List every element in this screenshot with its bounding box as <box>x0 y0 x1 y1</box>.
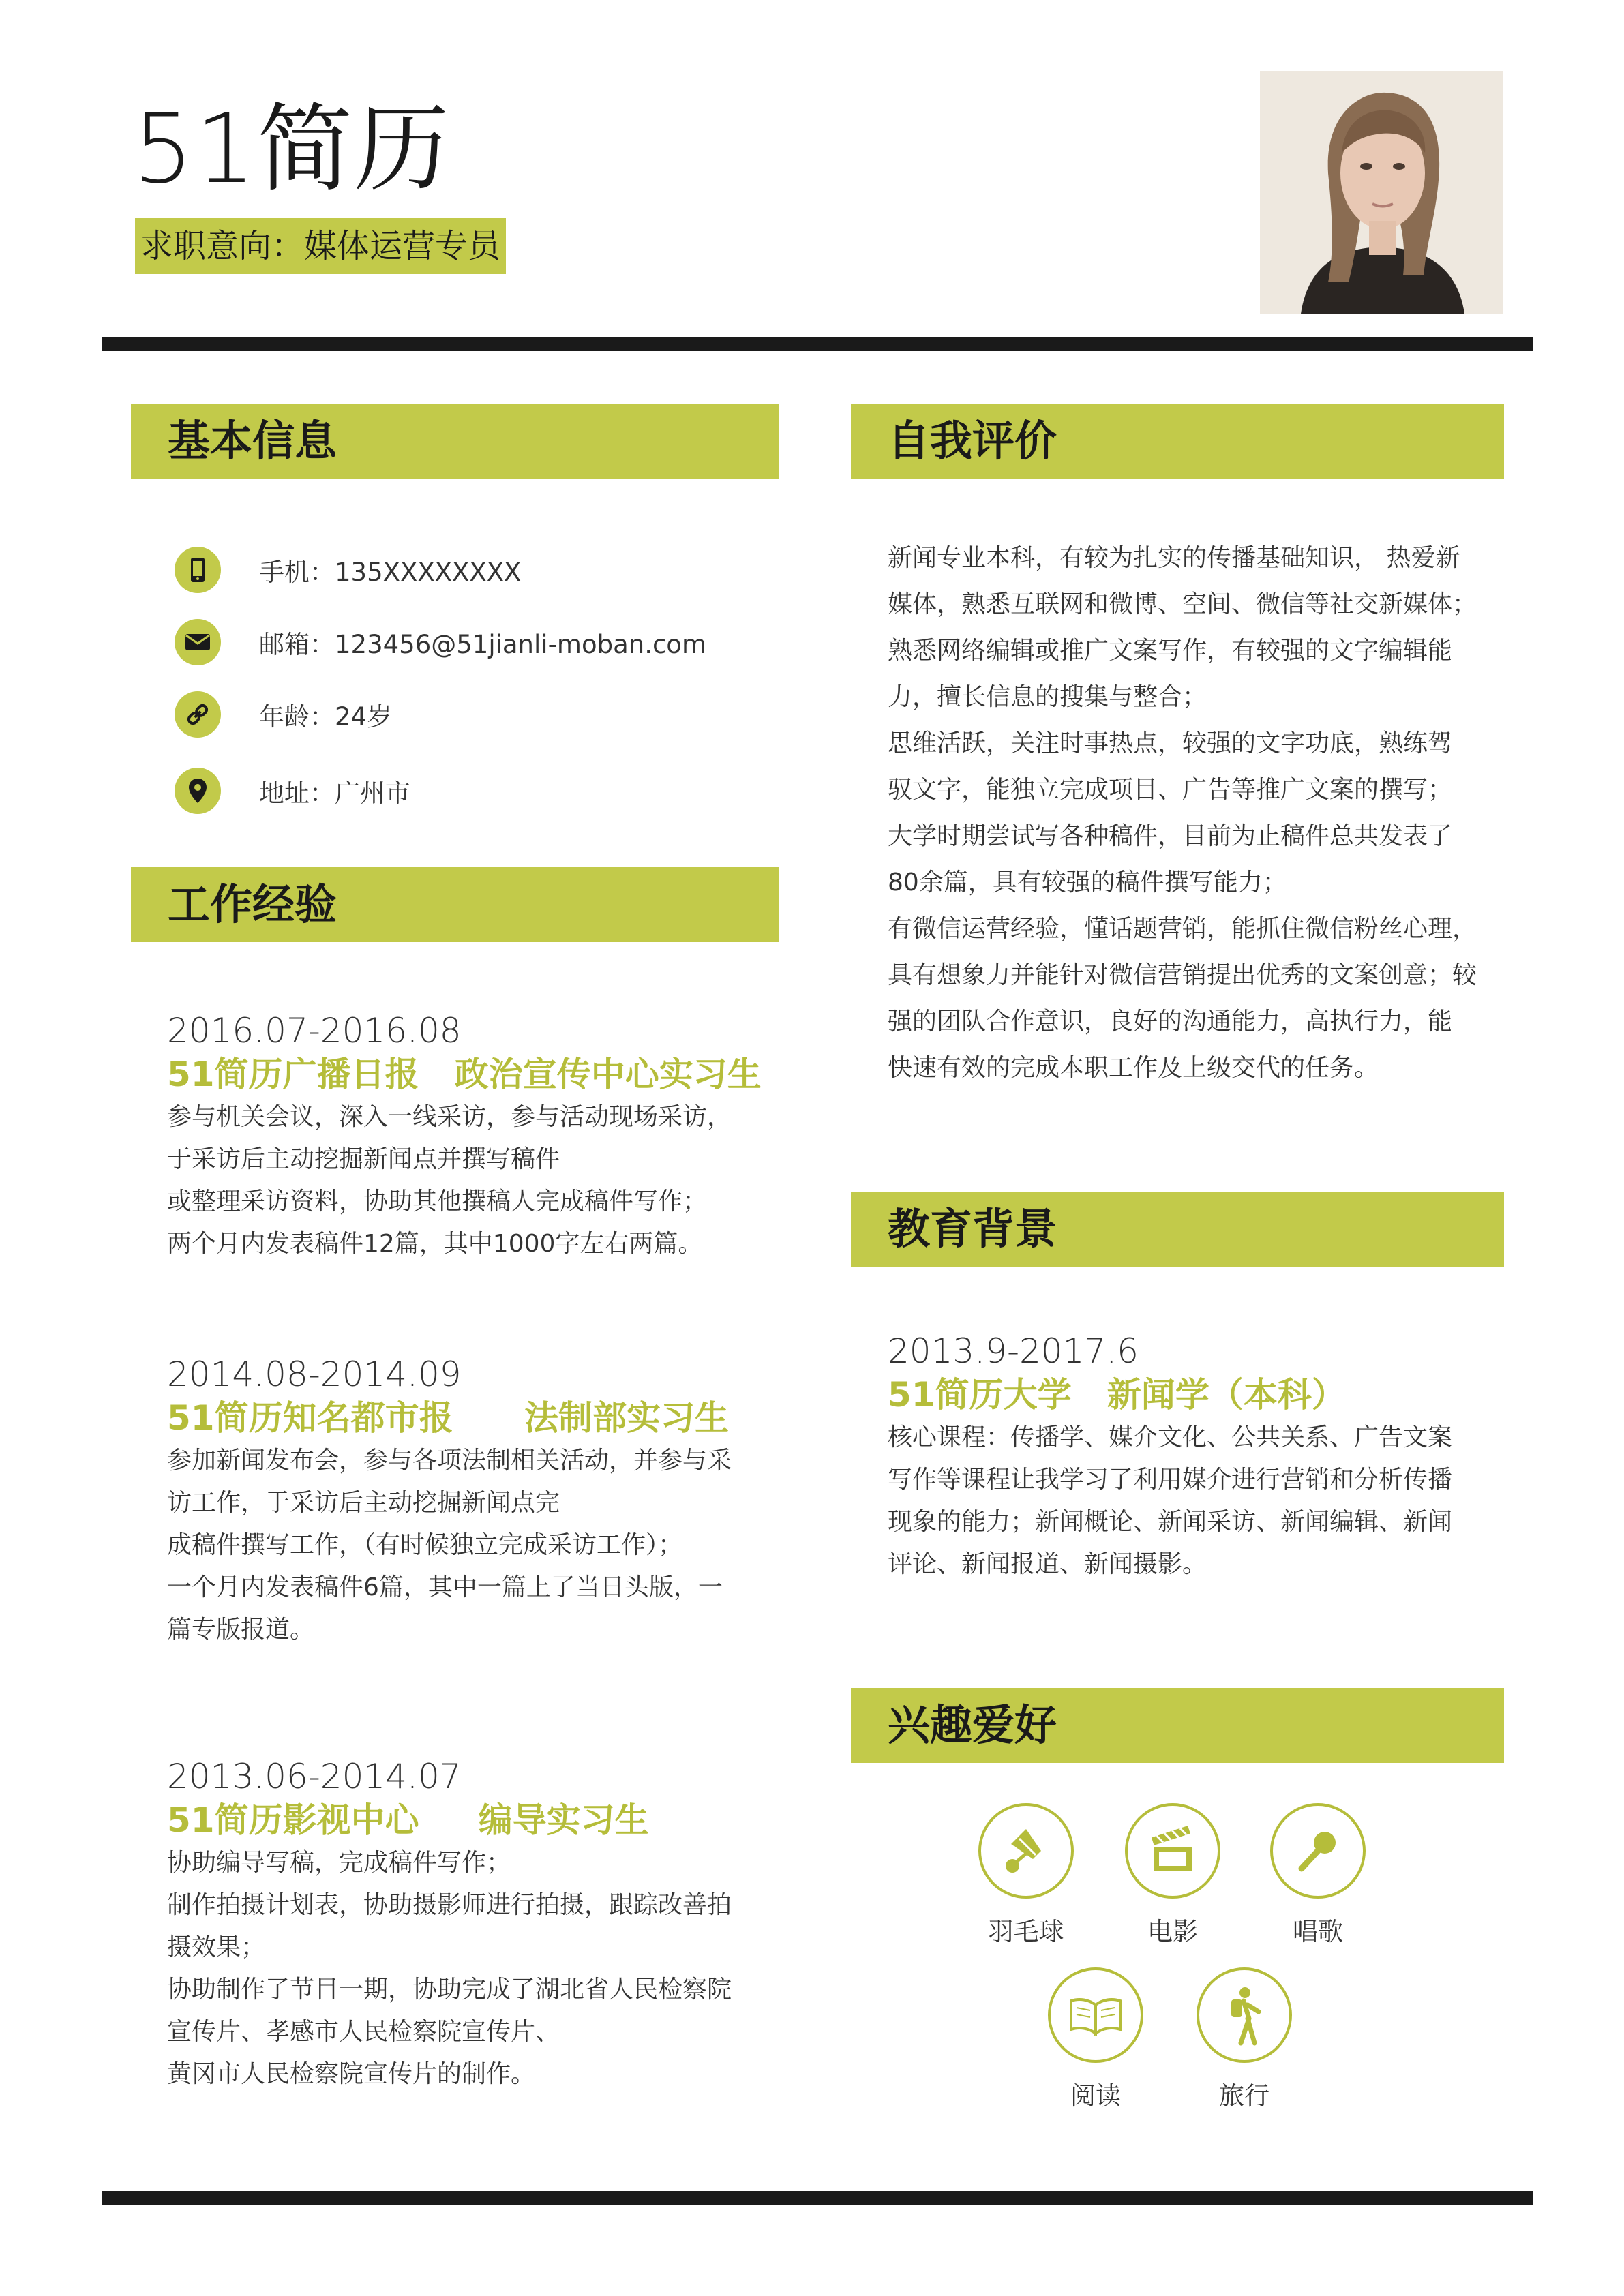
eval-line: 具有想象力并能针对微信营销提出优秀的文案创意；较 <box>888 961 1477 989</box>
info-address-text: 地址：广州市 <box>259 779 410 808</box>
work-description <box>167 1842 781 2096</box>
hobby-item <box>1239 1803 1396 1948</box>
desc-line: 宣传片、孝感市人民检察院宣传片、 <box>167 2018 560 2046</box>
hobby-label: 旅行 <box>1219 2081 1269 2111</box>
hobby-item <box>1017 1967 1174 2112</box>
desc-line: 协助编导写稿，完成稿件写作； <box>167 1849 511 1877</box>
hiker-icon <box>1197 1967 1292 2063</box>
edu-line: 核心课程：传播学、媒介文化、公共关系、广告文案 <box>888 1423 1453 1451</box>
work-entry <box>167 1755 781 2096</box>
microphone-icon <box>1270 1803 1366 1899</box>
eval-line: 80余篇，具有较强的稿件撰写能力； <box>888 868 1287 896</box>
profile-photo <box>1260 71 1503 314</box>
section-header-education: 教育背景 <box>851 1192 1504 1267</box>
top-divider <box>102 337 1533 351</box>
eval-line: 驭文字，能独立完成项目、广告等推广文案的撰写； <box>888 776 1453 804</box>
desc-line: 成稿件撰写工作，（有时候独立完成采访工作）； <box>167 1531 683 1559</box>
edu-line: 评论、新闻报道、新闻摄影。 <box>888 1550 1207 1578</box>
work-date: 2014.08-2014.09 <box>167 1355 462 1394</box>
desc-line: 摄效果； <box>167 1933 266 1961</box>
desc-line: 制作拍摄计划表，协助摄影师进行拍摄，跟踪改善拍 <box>167 1891 732 1919</box>
work-position: 51简历知名都市报 法制部实习生 <box>167 1398 730 1438</box>
info-email-text[interactable]: 邮箱：123456@51jianli-moban.com <box>259 630 706 659</box>
self-eval-text <box>888 535 1501 1091</box>
section-header-work: 工作经验 <box>131 867 779 942</box>
work-position: 51简历影视中心 编导实习生 <box>167 1800 649 1840</box>
info-age-text: 年龄：24岁 <box>259 702 393 731</box>
resume-name: 51简历 <box>133 94 451 205</box>
edu-line: 现象的能力；新闻概论、新闻采访、新闻编辑、新闻 <box>888 1508 1453 1536</box>
link-icon <box>175 691 221 738</box>
eval-line: 力，擅长信息的搜集与整合； <box>888 683 1207 711</box>
eval-line: 思维活跃，关注时事热点，较强的文字功底，熟练驾 <box>888 729 1453 757</box>
eval-line: 强的团队合作意识，良好的沟通能力，高执行力，能 <box>888 1008 1453 1036</box>
info-row-email <box>175 618 706 667</box>
section-header-self-eval: 自我评价 <box>851 404 1504 479</box>
desc-line: 或整理采访资料，协助其他撰稿人完成稿件写作； <box>167 1188 708 1215</box>
hobby-label: 唱歌 <box>1293 1917 1343 1946</box>
hobby-label: 电影 <box>1147 1917 1198 1946</box>
work-description <box>167 1440 781 1651</box>
desc-line: 访工作，于采访后主动挖掘新闻点完 <box>167 1489 560 1517</box>
desc-line: 参与机关会议，深入一线采访，参与活动现场采访， <box>167 1103 732 1131</box>
work-description <box>167 1096 781 1265</box>
desc-line: 两个月内发表稿件12篇，其中1000字左右两篇。 <box>167 1230 703 1258</box>
eval-line: 大学时期尝试写各种稿件，目前为止稿件总共发表了 <box>888 822 1453 850</box>
work-position: 51简历广播日报 政治宣传中心实习生 <box>167 1055 762 1094</box>
hobby-label: 羽毛球 <box>988 1917 1064 1946</box>
desc-line: 参加新闻发布会，参与各项法制相关活动，并参与采 <box>167 1447 732 1475</box>
work-date: 2013.06-2014.07 <box>167 1757 462 1796</box>
job-intent: 求职意向：媒体运营专员 <box>135 218 506 274</box>
eval-line: 快速有效的完成本职工作及上级交代的任务。 <box>888 1054 1379 1082</box>
mail-icon <box>175 619 221 665</box>
info-row-address <box>175 766 410 815</box>
bottom-divider <box>102 2191 1533 2205</box>
info-phone-text: 手机：135XXXXXXXX <box>259 558 522 587</box>
badminton-icon <box>978 1803 1074 1899</box>
hobby-label: 阅读 <box>1070 2081 1121 2111</box>
desc-line: 协助制作了节目一期，协助完成了湖北省人民检察院 <box>167 1976 732 2004</box>
book-icon <box>1048 1967 1143 2063</box>
desc-line: 黄冈市人民检察院宣传片的制作。 <box>167 2060 536 2088</box>
location-icon <box>175 768 221 814</box>
desc-line: 篇专版报道。 <box>167 1616 315 1644</box>
phone-icon <box>175 547 221 593</box>
hobby-item <box>1166 1967 1323 2112</box>
info-row-age <box>175 690 392 739</box>
desc-line: 于采访后主动挖掘新闻点并撰写稿件 <box>167 1145 560 1173</box>
eval-line: 新闻专业本科，有较为扎实的传播基础知识， 热爱新 <box>888 544 1460 572</box>
education-date: 2013.9-2017.6 <box>888 1331 1139 1371</box>
work-date: 2016.07-2016.08 <box>167 1011 462 1051</box>
hobby-item <box>1094 1803 1251 1948</box>
info-row-phone <box>175 545 521 594</box>
film-icon <box>1125 1803 1220 1899</box>
eval-line: 媒体，熟悉互联网和微博、空间、微信等社交新媒体； <box>888 590 1477 618</box>
hobby-item <box>948 1803 1104 1948</box>
work-entry <box>167 1353 781 1651</box>
education-school: 51简历大学 新闻学（本科） <box>888 1375 1346 1415</box>
eval-line: 有微信运营经验，懂话题营销，能抓住微信粉丝心理， <box>888 915 1477 943</box>
education-description <box>888 1417 1501 1586</box>
eval-line: 熟悉网络编辑或推广文案写作，有较强的文字编辑能 <box>888 637 1453 665</box>
education-entry <box>888 1329 1501 1586</box>
desc-line: 一个月内发表稿件6篇，其中一篇上了当日头版，一 <box>167 1573 723 1601</box>
section-header-basic-info: 基本信息 <box>131 404 779 479</box>
section-header-hobbies: 兴趣爱好 <box>851 1688 1504 1763</box>
work-entry <box>167 1009 781 1265</box>
edu-line: 写作等课程让我学习了利用媒介进行营销和分析传播 <box>888 1466 1453 1494</box>
